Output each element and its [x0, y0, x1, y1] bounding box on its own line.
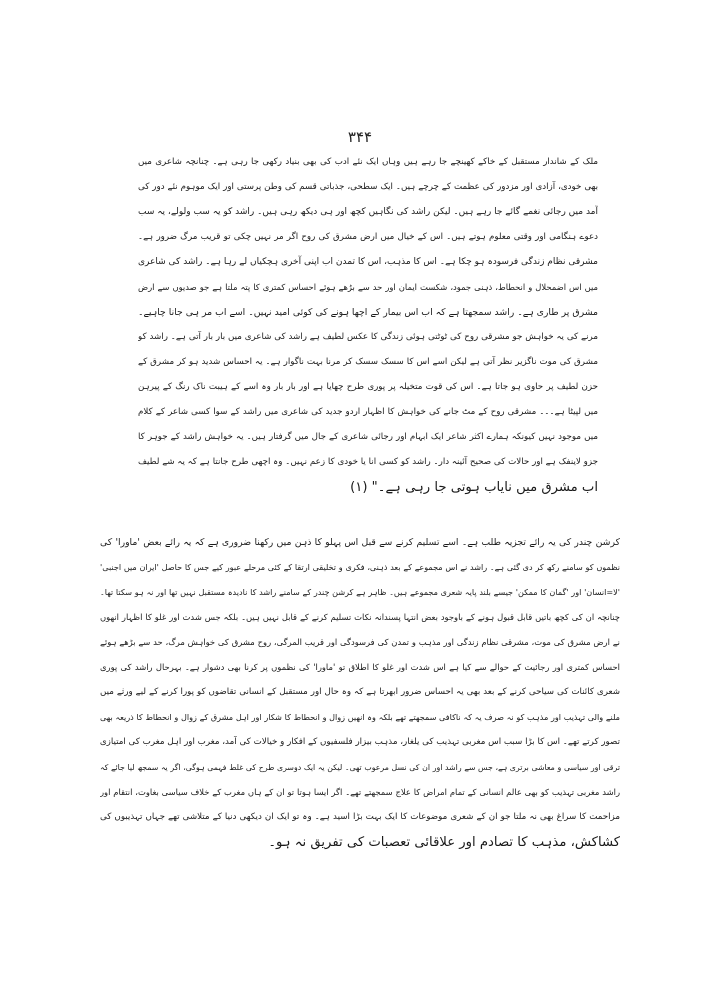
body-line: راشد مغربی تہذیب کو بھی عالم انسانی کے تمام امراض کا علاج سمجھتے تھے۔ اگر ایسا ہوتا تو ان کے ہاں مغرب کے خلاف سیاسی بغاوت، انتقام اور [100, 787, 620, 797]
body-line: 'لا=انسان' اور 'گمان کا ممکن' جیسے بلند پایہ شعری مجموعے ہیں۔ ظاہر ہے کرشن چندر کے سامنے راشد کا نادیدہ مستقبل نہیں تھا اور نہ ہو سکتا تھا۔ [100, 587, 620, 597]
quote-line: مشرق پر طاری ہے۔ راشد سمجھتا ہے کہ اب اس بیمار کے اچھا ہونے کی کوئی امید نہیں۔ اسے اب مر ہی جانا چاہیے۔ [138, 307, 598, 318]
body-line: ترقی اور سیاسی و معاشی برتری ہے، جس سے راشد اور ان کی نسل مرعوب تھی۔ لیکن یہ ایک دوسری طرح کی غلط فہمی ہوگی، اگر یہ سمجھ لیا جائے کہ [100, 763, 620, 772]
quote-line: اب مشرق میں نایاب ہوتی جا رہی ہے۔" (۱) [350, 480, 598, 495]
quote-line: ملک کے شاندار مستقبل کے خاکے کھینچے جا رہے ہیں وہاں ایک نئے ادب کی بھی بنیاد رکھی جا رہی ہے۔ چنانچہ شاعری میں [138, 157, 598, 167]
body-line: نے ارض مشرق کی موت، مشرقی نظام زندگی اور مذہب و تمدن کی فرسودگی اور قریب المرگی، روح مشرق کی خواہش مرگ، حد سے بڑھے ہوئے [100, 637, 620, 647]
body-line: چنانچہ ان کی کچھ باتیں قابل قبول ہونے کے باوجود بعض انتہا پسندانہ نکات تسلیم کرنے کے قابل نہیں ہیں۔ بلکہ جس شدت اور غلو کا اظہار انھوں [100, 612, 620, 622]
body-line: تصور کرتے تھے۔ اس کا بڑا سبب اس مغربی تہذیب کی یلغار، مذہب بیزار فلسفیوں کے افکار و خیالات کی آمد، مغرب اور اہل مغرب کی امتیازی [100, 737, 620, 747]
block-quote [138, 150, 598, 500]
quote-line: میں لپیٹا ہے۔۔۔ مشرقی روح کے مٹ جانے کی خواہش کا اظہار اردو جدید کی شاعری میں راشد کے سوا کسی شاعر کے کلام [138, 407, 598, 417]
quote-line: مرنے کی یہ خواہش جو مشرقی روح کی ٹوٹتی ہوئی زندگی کا عکس لطیف ہے راشد کی شاعری میں بار بار آتی ہے۔ راشد کو [138, 332, 598, 342]
body-paragraph [100, 530, 620, 855]
body-line: کشاکش، مذہب کا تصادم اور علاقائی تعصبات کی تفریق نہ ہو۔ [268, 835, 620, 850]
body-line: نظموں کو سامنے رکھ کر دی گئی ہے۔ راشد نے اس مجموعے کے بعد ذہنی، فکری و تخلیقی ارتقا کے کئی مرحلے عبور کیے جس کا حاصل 'ایران میں اجنبی' [100, 562, 620, 572]
body-line: کرشن چندر کی یہ رائے تجزیہ طلب ہے۔ اسے تسلیم کرنے سے قبل اس پہلو کا ذہن میں رکھنا ضروری ہے کہ یہ رائے بعض 'ماورا' کی [100, 537, 620, 548]
quote-line: حزن لطیف پر حاوی ہو جاتا ہے۔ اس کی قوت متخیلہ پر پوری طرح چھایا ہے اور بار بار وہ اسے کے ہیبت ناک رنگ کے پیرہن [138, 382, 598, 392]
body-line: مزاحمت کا سراغ بھی نہ ملتا جو ان کے شعری موضوعات کا ایک بہت بڑا اسید ہے۔ وہ تو ایک ان دیکھی دنیا کے متلاشی تھے جہاں تہذیبوں کی [100, 812, 620, 822]
quote-line: میں اس اضمحلال و انحطاط، ذہنی جمود، شکست ایمان اور حد سے بڑھے ہوئے احساس کمتری کا پتہ ملتا ہے جو صدیوں سے ارض [138, 282, 598, 292]
quote-line: بھی خودی، آزادی اور مزدور کی عظمت کے چرچے ہیں۔ ایک سطحی، جذباتی قسم کی وطن پرستی اور ایک موہوم نئے دور کی [138, 182, 598, 192]
body-line: ملنے والی تہذیب اور مذہب کو نہ صرف یہ کہ ناکافی سمجھتے تھے بلکہ وہ انھیں زوال و انحطاط کا شکار اور اہل مشرق کے زوال و انحطاط کا ذریعہ بھی [100, 712, 620, 722]
quote-line: میں موجود نہیں کیونکہ ہمارے اکثر شاعر ایک ابہام اور رجائی شاعری کے جال میں گرفتار ہیں۔ یہ خواہش راشد کے جوہر کا [138, 432, 598, 442]
body-line: شعری کائنات کی سیاحی کرنے کے بعد بھی یہ احساس ضرور ابھرتا ہے کہ وہ حال اور مستقبل کے انسانی تقاضوں کو پورا کرنے کے لیے ورثے میں [100, 687, 620, 697]
page-number: ۳۴۴ [347, 128, 373, 146]
quote-line: مشرقی نظام زندگی فرسودہ ہو چکا ہے۔ اس کا مذہب، اس کا تمدن اب اپنی آخری ہچکیاں لے رہا ہے۔ راشد کی شاعری [138, 257, 598, 267]
quote-line: مشرق کی موت ناگزیر نظر آتی ہے لیکن اسے اس کا سسک سسک کر مرنا بہت ناگوار ہے۔ یہ احساس شدید ہو کر مشرق کے [138, 357, 598, 367]
quote-line: دعوے ہنگامی اور وقتی معلوم ہوتے ہیں۔ اس کے خیال میں ارض مشرق کی روح اگر مر نہیں چکی تو قریب مرگ ضرور ہے۔ [138, 232, 598, 242]
quote-line: جزو لاینفک ہے اور حالات کی صحیح آئینہ دار۔ راشد کو کسی انا یا خودی کا زعم نہیں۔ وہ اچھی طرح جانتا ہے کہ یہ شے لطیف [138, 457, 598, 467]
quote-line: آمد میں رجائی نغمے گائے جا رہے ہیں۔ لیکن راشد کی نگاہیں کچھ اور ہی دیکھ رہی ہیں۔ راشد کو یہ سب ولولے، یہ سب [138, 207, 598, 217]
body-line: احساس کمتری اور رجائیت کے حوالے سے کیا ہے اس شدت اور غلو کا اطلاق تو 'ماورا' کی نظموں پر کرنا بھی دشوار ہے۔ بہرحال راشد کی پوری [100, 662, 620, 672]
